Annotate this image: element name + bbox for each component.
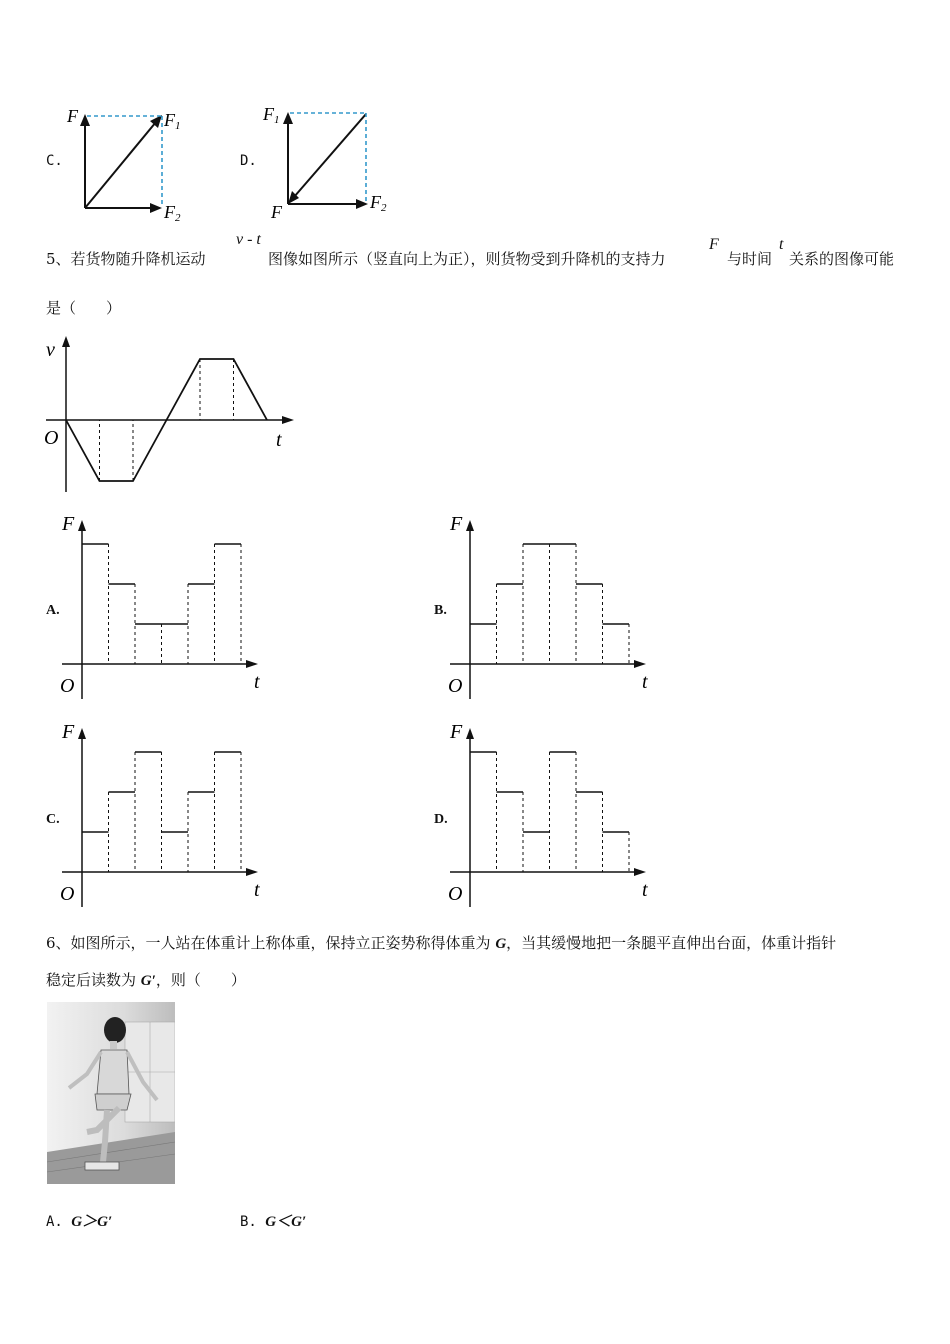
f-axis-label: F: [450, 513, 463, 535]
origin-label: O: [448, 675, 463, 697]
t-axis-label: t: [642, 671, 648, 693]
q5-stem-lead: 5、若货物随升降机运动: [46, 250, 206, 268]
q5-stem-mid2: 与时间: [727, 250, 773, 268]
q5-option-b-graph: [446, 512, 676, 697]
f-axis-arrow: [78, 520, 86, 531]
origin-label: O: [60, 883, 75, 905]
q5-option-d-graph: [446, 720, 676, 905]
q4-option-c-diagram: [60, 100, 200, 224]
q6-option-a-text: G＞G′: [71, 1214, 113, 1230]
q4c-f-label: F: [67, 106, 78, 126]
q5-option-a-letter[interactable]: A.: [46, 603, 60, 618]
q4c-f2-sub: 2: [175, 212, 181, 224]
q6-stem-line2: [46, 969, 246, 990]
q4c-f1-sub: 1: [175, 120, 181, 132]
q5-option-c-graph: [58, 720, 288, 905]
q5-stem-tail: 关系的图像可能: [789, 250, 895, 268]
q6-line2-a: 稳定后读数为: [46, 971, 141, 989]
t-axis-label: t: [254, 671, 260, 693]
q6-line1-b: ，当其缓慢地把一条腿平直伸出台面，体重计指针: [506, 934, 837, 952]
q4d-f-label: F: [271, 202, 282, 222]
q4-option-d-letter[interactable]: D.: [240, 153, 257, 169]
q6-line1-a: 6、如图所示，一人站在体重计上称体重，保持立正姿势称得体重为: [46, 934, 496, 952]
t-axis-arrow: [634, 868, 646, 876]
q6-option-a[interactable]: [46, 1210, 112, 1231]
f-axis-arrow: [466, 520, 474, 531]
q4d-f2-label: F: [370, 192, 381, 212]
q5-option-a-graph: [58, 512, 288, 697]
q6-gprime-symbol: G′: [140, 973, 156, 989]
q6-g-symbol: G: [495, 936, 507, 952]
q4-option-d-diagram: [262, 100, 402, 220]
vt-t-arrow: [282, 416, 294, 424]
q5-option-b-letter[interactable]: B.: [434, 603, 447, 618]
q4d-f1-label: F: [263, 104, 274, 124]
f-axis-label: F: [450, 721, 463, 743]
q4c-f1-label: F: [164, 110, 175, 130]
velocity-time-graph: [40, 330, 300, 500]
vt-v-label: v: [46, 339, 55, 361]
q4c-f2-label: F: [164, 202, 175, 222]
vt-t-label: t: [276, 429, 282, 451]
q5-vt-symbol: v - t: [236, 231, 261, 248]
q5-option-d-letter[interactable]: D.: [434, 812, 448, 827]
origin-label: O: [448, 883, 463, 905]
q4d-f2-sub: 2: [381, 202, 387, 214]
f-axis-arrow: [466, 728, 474, 739]
t-axis-label: t: [642, 879, 648, 901]
q5-option-c-letter[interactable]: C.: [46, 812, 60, 827]
t-axis-arrow: [246, 868, 258, 876]
t-axis-label: t: [254, 879, 260, 901]
f-axis-label: F: [62, 513, 75, 535]
q4-option-c-letter[interactable]: C.: [46, 153, 63, 169]
q6-line2-b: ，则（ ）: [155, 971, 246, 989]
f-axis-label: F: [62, 721, 75, 743]
vt-origin-label: O: [44, 427, 59, 449]
q5-f-symbol: F: [709, 236, 719, 253]
q6-option-b-letter: B.: [240, 1214, 266, 1230]
q6-option-a-letter: A.: [46, 1214, 72, 1230]
t-axis-arrow: [246, 660, 258, 668]
q6-stem-line1: [46, 932, 836, 953]
origin-label: O: [60, 675, 75, 697]
q5-stem-line2: 是（ ）: [46, 299, 122, 317]
f-axis-arrow: [78, 728, 86, 739]
q5-stem-mid: 图像如图所示（竖直向上为正），则货物受到升降机的支持力: [268, 250, 666, 268]
q6-option-b-text: G＜G′: [265, 1214, 307, 1230]
vt-v-arrow: [62, 336, 70, 347]
q6-option-b[interactable]: [240, 1210, 306, 1231]
t-axis-arrow: [634, 660, 646, 668]
woman-on-scale-photo: [47, 1002, 175, 1184]
q4d-f1-sub: 1: [274, 114, 280, 126]
q5-t-symbol: t: [779, 236, 784, 253]
